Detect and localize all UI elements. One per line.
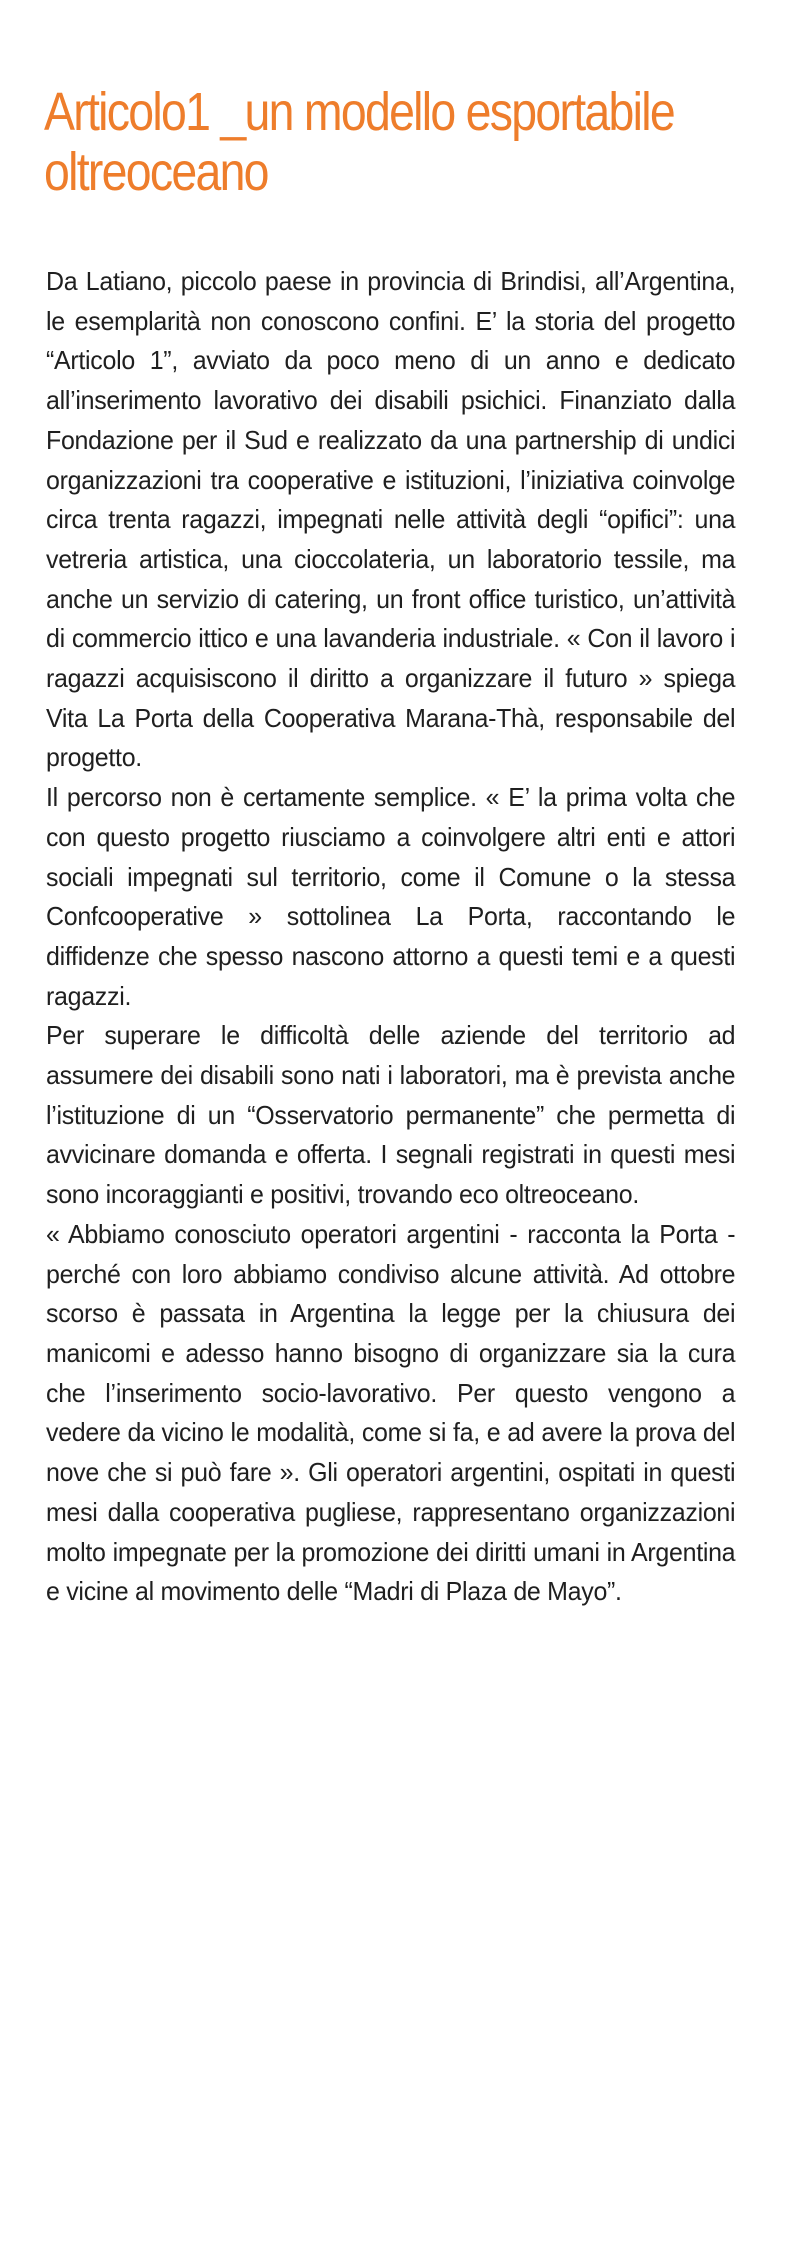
article-paragraph: Il percorso non è certamente semplice. « E’ la prima volta che con questo progetto riusciamo a coinvolgere altri enti e attori sociali impegnati sul territorio, come il Comune o la stessa Confcooperative » sottolinea La Porta, raccontando le diffidenze che spesso nascono attorno a questi temi e a questi ragazzi. bbox=[46, 782, 736, 1011]
article-paragraph: Per superare le difficoltà delle aziende del territorio ad assumere dei disabili sono nati i laboratori, ma è prevista anche l’istituzione di un “Osservatorio permanente” che permetta di avvicinare domanda e offerta. I segnali registrati in questi mesi sono incoraggianti e positivi, trovando eco oltreoceano. bbox=[46, 1020, 736, 1210]
article-title-line-2: oltreoceano bbox=[44, 142, 268, 202]
article-title-line-1: Articolo1 _un modello esportabile bbox=[44, 82, 674, 142]
article-body bbox=[46, 262, 735, 1612]
article-paragraph: « Abbiamo conosciuto operatori argentini - racconta la Porta - perché con loro abbiamo condiviso alcune attività. Ad ottobre scorso è passata in Argentina la legge per la chiusura dei manicomi e adesso hanno bisogno di organizzare sia la cura che l’inserimento socio-lavorativo. Per questo vengono a vedere da vicino le modalità, come si fa, e ad avere la prova del nove che si può fare ». Gli operatori argentini, ospitati in questi mesi dalla cooperativa pugliese, rappresentano organizzazioni molto impegnate per la promozione dei diritti umani in Argentina e vicine al movimento delle “Madri di Plaza de Mayo”. bbox=[46, 1218, 736, 1607]
article-paragraph: Da Latiano, piccolo paese in provincia di Brindisi, all’Argentina, le esemplarità non conoscono confini. E’ la storia del progetto “Articolo 1”, avviato da poco meno di un anno e dedicato all’inserimento lavorativo dei disabili psichici. Finanziato dalla Fondazione per il Sud e realizzato da una partnership di undici organizzazioni tra cooperative e istituzioni, l’iniziativa coinvolge circa trenta ragazzi, impegnati nelle attività degli “opifici”: una vetreria artistica, una cioccolateria, un laboratorio tessile, ma anche un servizio di catering, un front office turistico, un’attività di commercio ittico e una lavanderia industriale. « Con il lavoro i ragazzi acquisiscono il diritto a organizzare il futuro » spiega Vita La Porta della Cooperativa Marana-Thà, responsabile del progetto. bbox=[46, 266, 736, 773]
article-title bbox=[44, 82, 680, 202]
